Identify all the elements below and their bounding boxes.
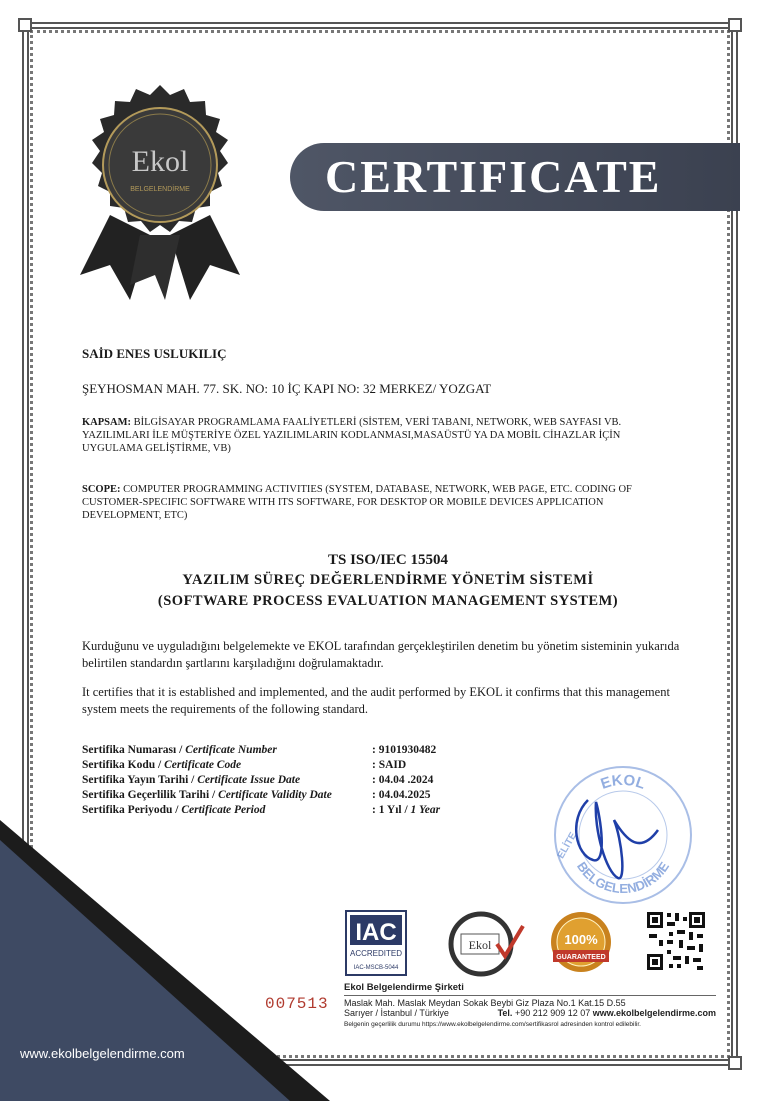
- detail-label: Sertifika Geçerlilik Tarihi /: [82, 789, 219, 801]
- detail-row: [82, 773, 440, 788]
- iac-title: IAC: [355, 919, 397, 946]
- company-web-link[interactable]: www.ekolbelgelendirme.com: [592, 1008, 716, 1018]
- footer-website: www.ekolbelgelendirme.com: [20, 1046, 185, 1061]
- validity-note: Belgenin geçerlilik durumu https://www.ekolbelgelendirme.com/sertifikasrol adresinden kontrol edilebilir.: [344, 1021, 641, 1028]
- badge-percent: 100%: [564, 932, 598, 947]
- certificate-details: [82, 743, 440, 818]
- corner-ornament: [18, 18, 32, 32]
- iac-code: IAC-MSCB-5044: [353, 965, 399, 971]
- detail-row: [82, 758, 440, 773]
- statement-tr: Kurduğunu ve uyguladığını belgelemekte ve EKOL tarafından gerçekleştirilen denetim bu yönetim sisteminin yukarıda belirtilen standardın şartlarını karşıladığını doğrulamaktadır.: [82, 639, 680, 670]
- ekol-check-logo: [447, 910, 527, 978]
- detail-label: Sertifika Yayın Tarihi /: [82, 774, 198, 786]
- scope-label: SCOPE:: [82, 484, 121, 495]
- holder-name: SAİD ENES USLUKILIÇ: [82, 346, 227, 361]
- holder-address: ŞEYHOSMAN MAH. 77. SK. NO: 10 İÇ KAPI NO: 32 MERKEZ/ YOZGAT: [82, 381, 492, 396]
- ekol-stamp: [548, 760, 698, 910]
- detail-value: : 04.04.2025: [372, 789, 431, 801]
- statement-en: It certifies that it is established and implemented, and the audit performed by EKOL it confirms that this management system meets the requirements of the following standard.: [82, 685, 670, 716]
- detail-value-en: 1 Year: [410, 804, 441, 816]
- ekol-seal-logo: [70, 85, 250, 315]
- kapsam-block: [82, 416, 682, 455]
- detail-label: Sertifika Periyodu /: [82, 804, 182, 816]
- seal-tagline-text: BELGELENDİRME: [130, 186, 190, 193]
- detail-label-en: Certificate Number: [185, 744, 277, 756]
- certificate-title: CERTIFICATE: [325, 151, 662, 202]
- scope-text: COMPUTER PROGRAMMING ACTIVITIES (SYSTEM, DATABASE, NETWORK, WEB PAGE, ETC. CODING OF CUSTOMER-SPECIFIC SOFTWARE WITH ITS SOFTWARE, FOR DESKTOP OR MOBILE DEVICES APPLICATION DEVELOPMENT, ETC): [82, 484, 632, 521]
- qr-code[interactable]: [645, 910, 707, 972]
- detail-label-en: Certificate Issue Date: [197, 774, 301, 786]
- detail-label: Sertifika Numarası /: [82, 744, 186, 756]
- corner-ornament: [728, 1056, 742, 1070]
- tel-number: +90 212 909 12 07: [514, 1008, 591, 1018]
- company-address-line1: Maslak Mah. Maslak Meydan Sokak Beybi Giz Plaza No.1 Kat.15 D.55: [344, 995, 716, 1008]
- tel-label: Tel.: [497, 1008, 513, 1018]
- company-name: Ekol Belgelendirme Şirketi: [344, 982, 464, 993]
- detail-value: : 04.04 .2024: [372, 774, 434, 786]
- detail-label-en: Certificate Code: [164, 759, 242, 771]
- detail-label: Sertifika Kodu /: [82, 759, 165, 771]
- detail-value: : 9101930482: [372, 744, 437, 756]
- badge-text: GUARANTEED: [556, 954, 606, 961]
- detail-row: [82, 788, 440, 803]
- stamp-bottom-text: BELGELENDİRME: [573, 859, 673, 897]
- scope-block: [82, 483, 682, 522]
- serial-number: 007513: [265, 995, 329, 1013]
- iac-subtitle: ACCREDITED: [349, 949, 403, 958]
- company-contact-line: [344, 1008, 716, 1018]
- seal-brand-text: Ekol: [131, 145, 189, 178]
- ekol-small-text: Ekol: [468, 938, 492, 952]
- detail-label-en: Certificate Period: [181, 804, 266, 816]
- detail-row: [82, 803, 440, 818]
- stamp-side-text: ELİTE: [555, 830, 580, 861]
- company-address-line2: Sarıyer / İstanbul / Türkiye: [344, 1008, 449, 1018]
- standard-code: TS ISO/IEC 15504: [327, 552, 449, 568]
- detail-value: : 1 Yıl /: [372, 804, 411, 816]
- corner-ornament: [728, 18, 742, 32]
- standard-name-tr: YAZILIM SÜREÇ DEĞERLENDİRME YÖNETİM SİSTEMİ: [182, 572, 594, 588]
- kapsam-label: KAPSAM:: [82, 417, 131, 428]
- detail-label-en: Certificate Validity Date: [218, 789, 332, 801]
- detail-row: [82, 743, 440, 758]
- guaranteed-badge: [545, 910, 617, 978]
- kapsam-text: BİLGİSAYAR PROGRAMLAMA FAALİYETLERİ (SİSTEM, VERİ TABANI, NETWORK, WEB SAYFASI VB. YAZILIMLARI İLE MÜŞTERİYE ÖZEL YAZILIMLARIN KODLANMASI,MASAÜSTÜ YA DA MOBİL CİHAZLAR İÇİN UYGULAMA GELİŞTİRME, VB): [82, 417, 622, 454]
- standard-name-en: (SOFTWARE PROCESS EVALUATION MANAGEMENT SYSTEM): [157, 593, 619, 609]
- iac-accreditation-logo: [345, 910, 407, 976]
- detail-value: : SAID: [372, 759, 407, 771]
- company-info: [344, 982, 716, 1028]
- stamp-top-text: EKOL: [598, 771, 648, 793]
